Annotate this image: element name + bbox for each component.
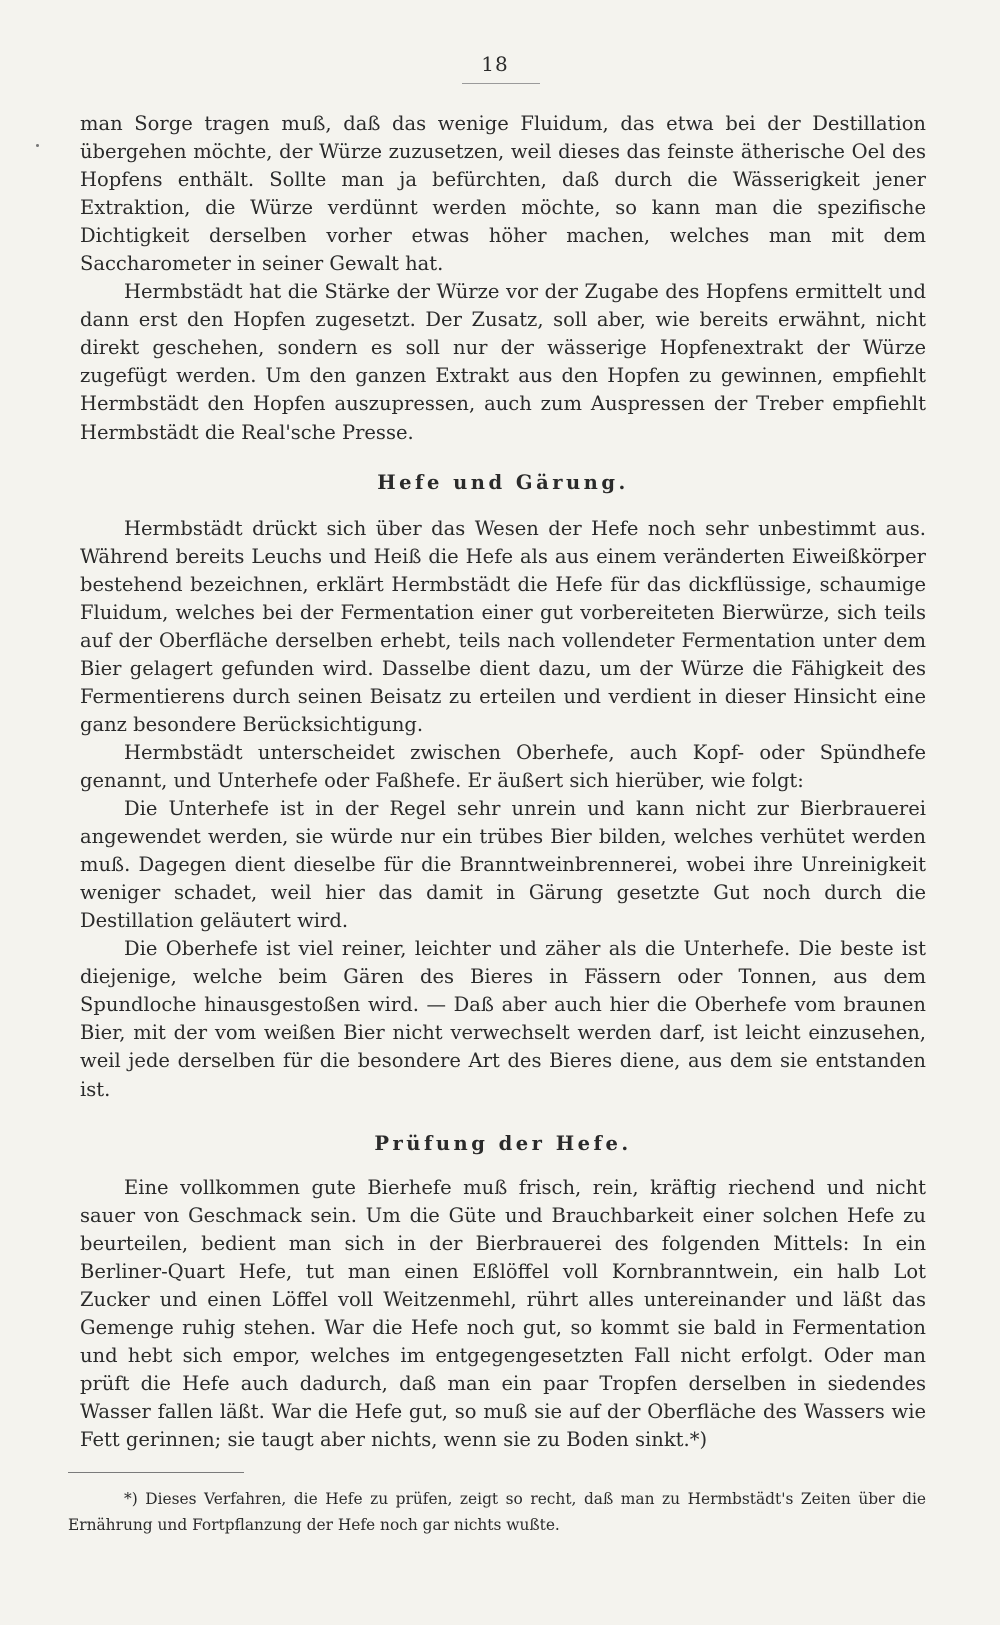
margin-speck [36,144,39,147]
paragraph: Eine vollkommen gute Bierhefe muß frisch, rein, kräftig riechend und nicht sauer von Geschmack sein. Um die Güte und Brauchbarkeit einer solchen Hefe zu beurteilen, bedient man sich in der Bierbrauerei des folgenden Mittels: In ein Berliner-Quart Hefe, tut man einen Eßlöffel voll Kornbranntwein, ein halb Lot Zucker und einen Löffel voll Weitzenmehl, rührt alles untereinander und läßt das Gemenge ruhig stehen. War die Hefe noch gut, so kommt sie bald in Fermentation und hebt sich empor, welches im entgegengesetzten Fall nicht erfolgt. Oder man prüft die Hefe auch dadurch, daß man ein paar Tropfen derselben in siedendes Wasser fallen läßt. War die Hefe gut, so muß sie auf der Oberfläche des Wassers wie Fett gerinnen; sie taugt aber nichts, wenn sie zu Boden sinkt.*) [80,1175,926,1451]
footnote-rule [68,1472,244,1473]
section-heading: Prüfung der Hefe. [374,1131,632,1155]
paragraph: man Sorge tragen muß, daß das wenige Fluidum, das etwa bei der Destillation übergehen möchte, der Würze zuzusetzen, weil dieses das feinste ätherische Oel des Hopfens enthält. Sollte man ja befürchten, daß durch die Wässerigkeit jener Extraktion, die Würze verdünnt werden möchte, so kann man die spezifische Dichtigkeit derselben vorher etwas höher machen, welches man mit dem Saccharometer in seiner Gewalt hat. [80,112,926,276]
paragraph: Hermbstädt drückt sich über das Wesen der Hefe noch sehr unbestimmt aus. Während bereits Leuchs und Heiß die Hefe als aus einem veränderten Eiweißkörper bestehend bezeichnen, erklärt Hermbstädt die Hefe für das dickflüssige, schaumige Fluidum, welches bei der Fermentation einer gut vorbereiteten Bierwürze, sich teils auf der Oberfläche derselben erhebt, teils nach vollendeter Fermentation unter dem Bier gelagert gefunden wird. Dasselbe dient dazu, um der Würze die Fähigkeit des Fermentierens durch seinen Beisatz zu erteilen und verdient in dieser Hinsicht eine ganz besondere Berücksichtigung. [80,516,926,736]
paragraph: Hermbstädt hat die Stärke der Würze vor der Zugabe des Hopfens ermittelt und dann erst den Hopfen zugesetzt. Der Zusatz, soll aber, wie bereits erwähnt, nicht direkt geschehen, sondern es soll nur der wässerige Hopfenextrakt der Würze zugefügt werden. Um den ganzen Extrakt aus den Hopfen zu gewinnen, empfiehlt Hermbstädt den Hopfen auszupressen, auch zum Auspressen der Treber empfiehlt Hermbstädt die Real'sche Presse. [80,280,926,444]
paragraph: Hermbstädt unterscheidet zwischen Oberhefe, auch Kopf- oder Spündhefe genannt, und Unterhefe oder Faßhefe. Er äußert sich hierüber, wie folgt: [80,740,926,792]
page-number: 18 [481,52,509,76]
footnote: *) Dieses Verfahren, die Hefe zu prüfen, zeigt so recht, daß man zu Hermbstädt's Zeiten über die Ernährung und Fortpflanzung der Hefe noch gar nichts wußte. [68,1490,926,1534]
page-number-rule [462,83,540,84]
section-heading: Hefe und Gärung. [377,470,629,494]
main-text [80,110,926,1454]
paragraph: Die Unterhefe ist in der Regel sehr unrein und kann nicht zur Bierbrauerei angewendet werden, sie würde nur ein trübes Bier bilden, welches verhütet werden muß. Dagegen dient dieselbe für die Branntweinbrennerei, wobei ihre Unreinigkeit weniger schadet, weil hier das damit in Gärung gesetzte Gut noch durch die Destillation geläutert wird. [80,797,926,933]
paragraph: Die Oberhefe ist viel reiner, leichter und zäher als die Unterhefe. Die beste ist diejenige, welche beim Gären des Bieres in Fässern oder Tonnen, aus dem Spundloche hinausgestoßen wird. — Daß aber auch hier die Oberhefe vom braunen Bier, mit der vom weißen Bier nicht verwechselt werden darf, ist leicht einzusehen, weil jede derselben für die besondere Art des Bieres diene, aus dem sie entstanden ist. [80,937,926,1101]
